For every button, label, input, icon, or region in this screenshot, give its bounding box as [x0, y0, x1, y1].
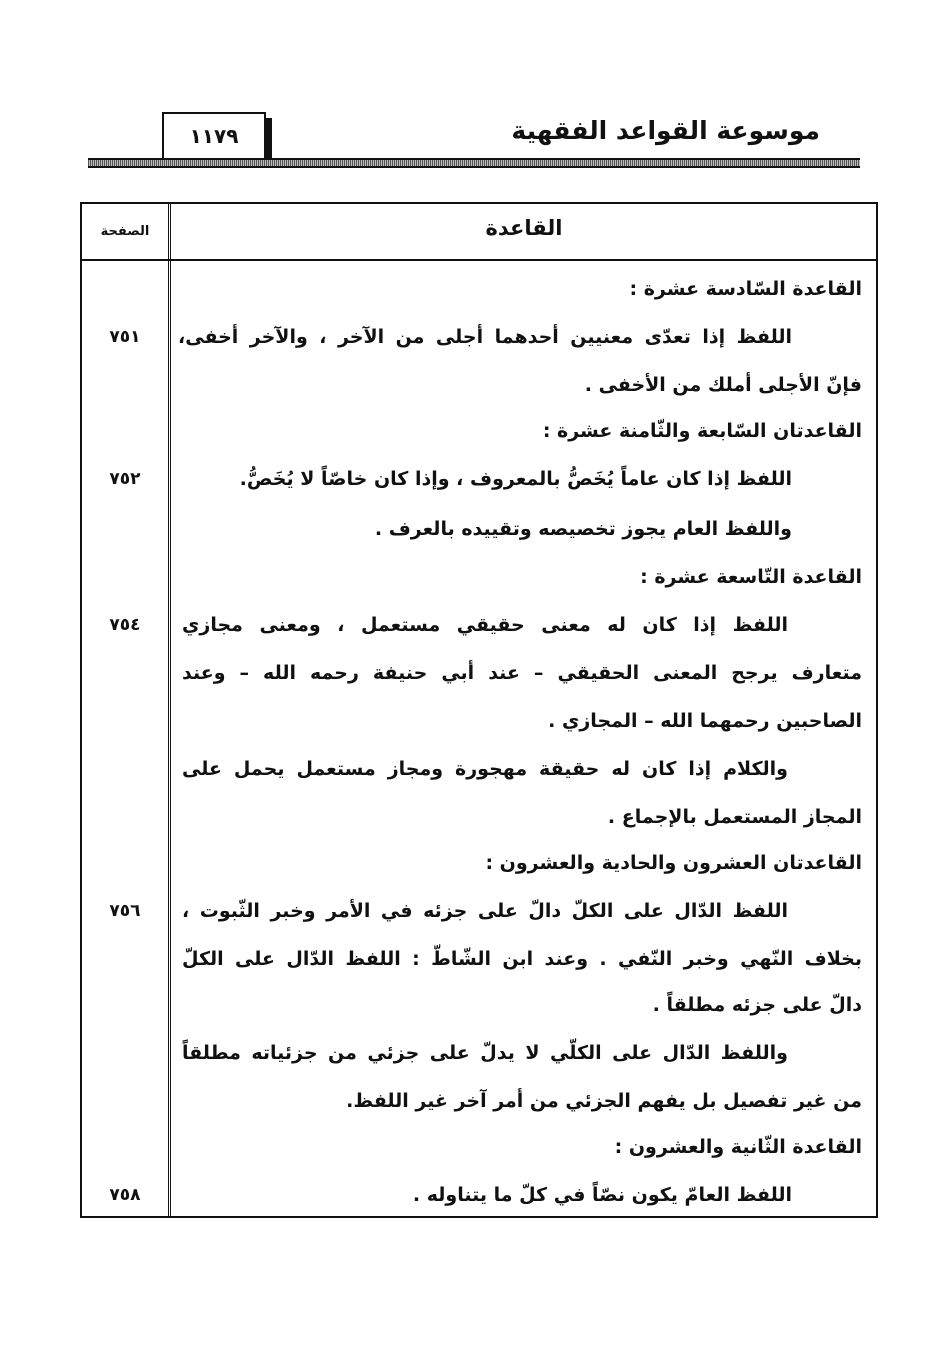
rule-text: الصاحبين رحمهما الله – المجازي .: [548, 710, 862, 732]
rule-text: واللفظ الدّال على الكلّي لا يدلّ على جزئي من جزئياته مطلقاً: [182, 1042, 788, 1064]
rule-text: فإنّ الأجلى أملك من الأخفى .: [584, 374, 862, 396]
rule-text: دالّ على جزئه مطلقاً .: [652, 994, 862, 1016]
rule-text: بخلاف النّهي وخبر النّفي . وعند ابن الشّاطّ : اللفظ الدّال على الكلّ: [182, 948, 862, 970]
column-header-rule: القاعدة: [485, 216, 563, 240]
rule-heading: القاعدة السّادسة عشرة :: [629, 278, 862, 300]
column-header-page: الصفحة: [100, 224, 150, 239]
rule-text: والكلام إذا كان له حقيقة مهجورة ومجاز مستعمل يحمل على: [182, 758, 788, 780]
rule-text: متعارف يرجح المعنى الحقيقي – عند أبي حنيفة رحمه الله – وعند: [182, 662, 862, 684]
rule-text: اللفظ العامّ يكون نصّاً في كلّ ما يتناوله .: [412, 1184, 792, 1206]
rule-heading: القاعدتان العشرون والحادية والعشرون :: [485, 852, 862, 874]
page-ref: ٧٥٦: [109, 901, 141, 921]
page-ref: ٧٥١: [109, 327, 141, 347]
page-ref: ٧٥٢: [109, 469, 141, 489]
rule-text: اللفظ إذا كان له معنى حقيقي مستعمل ، ومعنى مجازي: [182, 614, 788, 636]
page-header: [88, 112, 860, 164]
header-divider: [82, 259, 876, 261]
column-divider: [168, 204, 171, 1216]
rule-text: واللفظ العام يجوز تخصيصه وتقييده بالعرف .: [374, 518, 792, 540]
page-ref: ٧٥٤: [109, 615, 141, 635]
rule-text: اللفظ إذا كان عاماً يُخَصُّ بالمعروف ، وإذا كان خاصّاً لا يُخَصُّ.: [239, 468, 792, 490]
rule-heading: القاعدة التّاسعة عشرة :: [640, 566, 862, 588]
rules-index-table: [80, 202, 878, 1218]
header-rule: [88, 158, 860, 168]
rule-heading: القاعدة الثّانية والعشرون :: [614, 1136, 862, 1158]
rule-text: المجاز المستعمل بالإجماع .: [607, 806, 862, 828]
rule-text: اللفظ الدّال على الكلّ دالّ على جزئه في الأمر وخبر الثّبوت ،: [182, 900, 788, 922]
book-title: موسوعة القواعد الفقهية: [511, 116, 820, 145]
rule-heading: القاعدتان السّابعة والثّامنة عشرة :: [542, 420, 862, 442]
page-ref: ٧٥٨: [109, 1185, 141, 1205]
page-number: ١١٧٩: [162, 112, 266, 160]
rule-text: من غير تفصيل بل يفهم الجزئي من أمر آخر غير اللفظ.: [346, 1090, 862, 1112]
rule-text: اللفظ إذا تعدّى معنيين أحدهما أجلى من الآخر ، والآخر أخفى،: [178, 326, 792, 348]
